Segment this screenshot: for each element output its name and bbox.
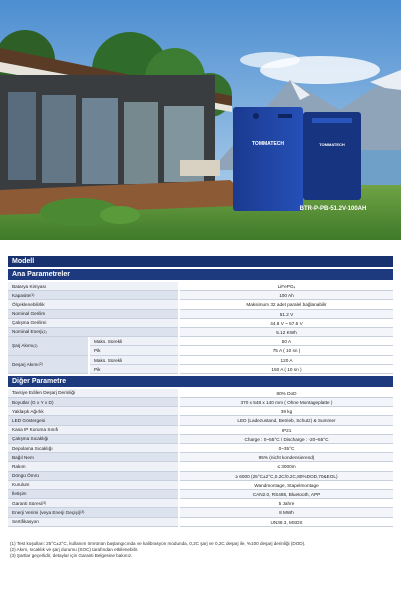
other-parameters-table <box>8 389 393 527</box>
row-value: 95% (nicht kondensierend) <box>180 453 393 462</box>
section-main-parameters: Ana Parametreler <box>8 269 393 280</box>
row-label: Yaklaşık Ağırlık <box>8 407 178 416</box>
row-value: 51.2 V <box>180 310 393 319</box>
row-value: 150 A ( 10 sn ) <box>180 365 393 374</box>
row-label: Nominal Enerji (1) <box>8 328 178 337</box>
footnote: (1) Test koşulları: 25°C±2°C, kullanım ömrünün başlangıcında ve kalibrasyon modunda, 0,2C şarj ve 0,2C deşarj ile, %100 deşarj derinliği (DOD). <box>10 541 306 546</box>
row-label: Kapasite (1) <box>8 291 178 300</box>
row-label: Garanti Süresi (3) <box>8 499 178 508</box>
row-value: 39 kg <box>180 407 393 416</box>
table-row <box>8 282 393 291</box>
row-label: Ölçeklenebilirlik <box>8 300 178 309</box>
table-row <box>8 444 393 453</box>
row-value: 100 Ah <box>180 291 393 300</box>
table-row <box>88 346 393 355</box>
row-label: İletişim <box>8 490 178 499</box>
row-label: Çalışma Gerilimi <box>8 319 178 328</box>
group-label: Şarj Akımı (2) <box>8 337 88 355</box>
table-row <box>8 518 393 527</box>
row-value: 44.8 V ~ 57.6 V <box>180 319 393 328</box>
table-row <box>8 481 393 490</box>
model-header: Modell <box>8 256 393 267</box>
table-row <box>8 319 393 328</box>
model-code-label: BTR-P-PB-51.2V-100AH <box>299 206 367 212</box>
table-row <box>8 416 393 425</box>
table-row <box>8 407 393 416</box>
row-label: Sertifikasyon <box>8 518 178 527</box>
table-row <box>8 300 393 309</box>
row-value: 0~35°C <box>180 444 393 453</box>
battery-unit-front <box>233 107 303 211</box>
row-value: 370 x 548 x 140 mm ( Ohne Montageplatte ) <box>180 398 393 407</box>
table-row <box>8 435 393 444</box>
row-value: IP21 <box>180 426 393 435</box>
table-row <box>88 356 393 365</box>
row-value: 75 A ( 10 sn ) <box>180 346 393 355</box>
row-value: CAN2.0, RS485, Bluetooth, APP <box>180 490 393 499</box>
row-value: LED (Ladezustand, Betrieb, Schutz) & Summer <box>180 416 393 425</box>
row-sublabel: Pik <box>90 346 178 355</box>
table-row <box>8 462 393 471</box>
discharge-current-group <box>8 356 393 374</box>
charge-current-group <box>8 337 393 355</box>
row-label: Kasa IP Koruma Sınıfı <box>8 426 178 435</box>
table-row <box>8 508 393 517</box>
row-value: 5 Jahre <box>180 499 393 508</box>
group-label: Deşarj Akımı (2) <box>8 356 88 374</box>
main-parameters-table <box>8 282 393 337</box>
row-label: Boyutlar (G x Y x D) <box>8 398 178 407</box>
row-label: Batarya Kimyası <box>8 282 178 291</box>
row-label: Bağıl Nem <box>8 453 178 462</box>
row-value: 80% DoD <box>180 389 393 398</box>
table-row <box>8 389 393 398</box>
row-value: UN38.3, MSDS <box>180 518 393 527</box>
row-value: 120 A <box>180 356 393 365</box>
row-value: Charge : 0~55°C / Discharge : -20~55°C <box>180 435 393 444</box>
row-value: 5.12 KWh <box>180 328 393 337</box>
row-label: Çalışma Sıcaklığı <box>8 435 178 444</box>
row-value: 50 A <box>180 337 393 346</box>
table-row <box>88 365 393 374</box>
spec-sheet <box>8 256 393 538</box>
brand-logo: TOMMATECH <box>251 141 285 147</box>
table-row <box>8 328 393 337</box>
table-row <box>8 310 393 319</box>
footnote: (2) Akım, sıcaklık ve şarj durumu (SOC) tarafından etkilenebilir. <box>10 547 139 553</box>
row-label: Döngü Ömrü <box>8 472 178 481</box>
battery-unit-back <box>303 112 361 200</box>
row-sublabel: Pik <box>90 365 178 374</box>
table-row <box>8 472 393 481</box>
table-row <box>8 490 393 499</box>
table-row <box>8 398 393 407</box>
table-row <box>8 291 393 300</box>
row-value: LiFePO₄ <box>180 282 393 291</box>
row-label: Kurulum <box>8 481 178 490</box>
row-sublabel: Maks. Sürekli <box>90 337 178 346</box>
row-label: Rakım <box>8 462 178 471</box>
row-label: Depolama Sıcaklığı <box>8 444 178 453</box>
hero-illustration <box>0 0 401 240</box>
row-value: 8 MWh <box>180 508 393 517</box>
footnote: (3) Şartlar geçerlidir, detaylar için Garanti Belgesine bakınız. <box>10 553 133 559</box>
table-row <box>88 337 393 346</box>
row-label: LED Göstergesi <box>8 416 178 425</box>
table-row <box>8 426 393 435</box>
table-row <box>8 453 393 462</box>
row-value: Wandmontage, Stapelmontage <box>180 481 393 490</box>
row-sublabel: Maks. Sürekli <box>90 356 178 365</box>
row-label: Tavsiye Edilen Deşarj Derinliği <box>8 389 178 398</box>
row-value: ≥ 6000 (25°C±2°C,0.2C/0.2C,80%DOD,70&EOL) <box>180 472 393 481</box>
row-value: ≤ 3000m <box>180 462 393 471</box>
section-other-parameters: Diğer Parametre <box>8 376 393 387</box>
row-label: Nominal Gerilim <box>8 310 178 319</box>
table-row <box>8 499 393 508</box>
brand-logo-secondary: TOMMATECH <box>319 142 345 147</box>
hero-photo <box>0 0 401 240</box>
row-label: Enerji Verimi (veya Enerji Geçişi) (3) <box>8 508 178 517</box>
row-value: Maksimum 32 adet paralel bağlanabilir <box>180 300 393 309</box>
footnotes <box>10 541 390 560</box>
